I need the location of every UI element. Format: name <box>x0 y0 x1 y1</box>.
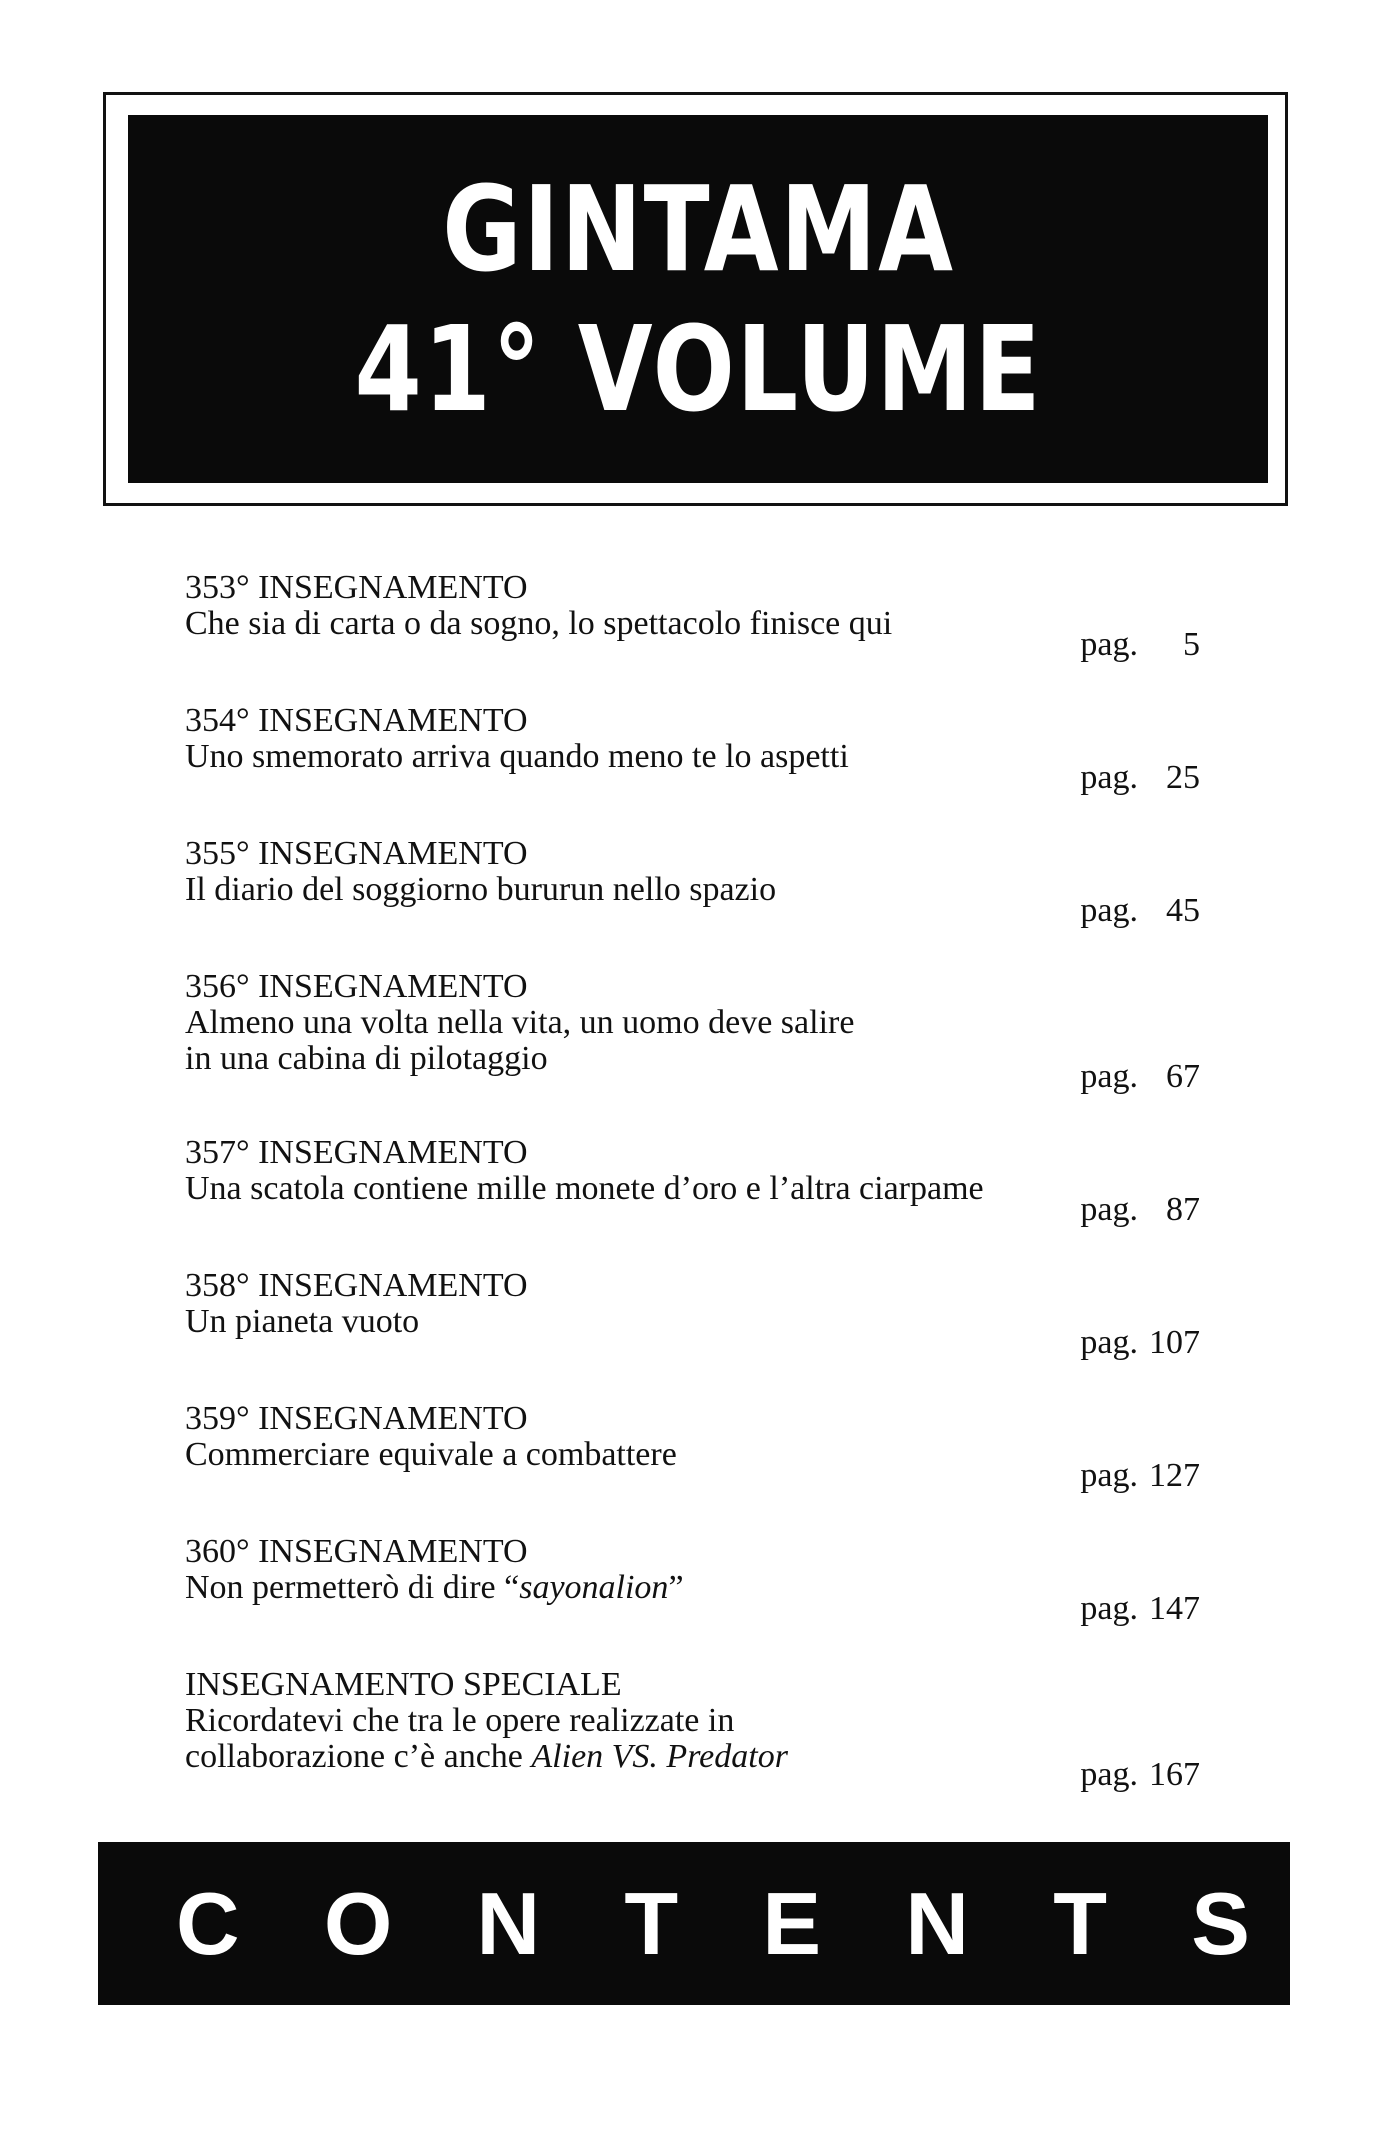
series-title: GINTAMA <box>441 160 955 298</box>
chapter-title-line-2: collaborazione c’è anche Alien VS. Predator <box>185 1738 788 1775</box>
contents-letter: E <box>762 1873 822 1973</box>
chapter-title: Commerciare equivale a combattere <box>185 1436 677 1473</box>
contents-letter: S <box>1191 1873 1250 1973</box>
chapter-heading: 360° INSEGNAMENTO <box>185 1533 528 1570</box>
contents-letter: C <box>176 1873 240 1973</box>
chapter-title: Che sia di carta o da sogno, lo spettacolo finisce qui <box>185 605 893 642</box>
chapter-title: Il diario del soggiorno bururun nello spazio <box>185 871 777 908</box>
chapter-heading: 353° INSEGNAMENTO <box>185 569 528 606</box>
chapter-heading: INSEGNAMENTO SPECIALE <box>185 1666 622 1703</box>
volume-number: 41° VOLUME <box>354 300 1042 438</box>
page-ref: pag. 25 <box>1080 759 1200 796</box>
chapter-heading: 354° INSEGNAMENTO <box>185 702 528 739</box>
toc-entry[interactable] <box>185 1667 1200 1793</box>
toc-entry[interactable] <box>185 836 1200 929</box>
title-banner <box>128 115 1268 483</box>
chapter-title: Uno smemorato arriva quando meno te lo aspetti <box>185 738 849 775</box>
page-ref: pag. 167 <box>1080 1756 1200 1793</box>
contents-letter: T <box>1053 1873 1107 1973</box>
toc-entry[interactable] <box>185 1534 1200 1627</box>
page-ref: pag. 67 <box>1080 1058 1200 1095</box>
toc-entry[interactable] <box>185 1268 1200 1361</box>
chapter-title: Una scatola contiene mille monete d’oro e l’altra ciarpame <box>185 1170 984 1207</box>
contents-banner <box>98 1842 1290 2005</box>
chapter-heading: 356° INSEGNAMENTO <box>185 968 528 1005</box>
contents-letter: T <box>624 1873 679 1973</box>
table-of-contents <box>185 570 1200 1793</box>
chapter-title: Non permetterò di dire “sayonalion” <box>185 1569 684 1606</box>
chapter-heading: 358° INSEGNAMENTO <box>185 1267 528 1304</box>
chapter-title-line-1: Almeno una volta nella vita, un uomo deve salire <box>185 1004 855 1041</box>
toc-entry[interactable] <box>185 969 1200 1095</box>
page-ref: pag. 45 <box>1080 892 1200 929</box>
chapter-title-line-2: in una cabina di pilotaggio <box>185 1040 548 1077</box>
contents-letter: O <box>323 1873 393 1973</box>
toc-entry[interactable] <box>185 570 1200 663</box>
toc-entry[interactable] <box>185 1401 1200 1494</box>
chapter-heading: 355° INSEGNAMENTO <box>185 835 528 872</box>
chapter-title-line-1: Ricordatevi che tra le opere realizzate in <box>185 1702 735 1739</box>
contents-letter: N <box>476 1873 541 1973</box>
toc-entry[interactable] <box>185 1135 1200 1228</box>
chapter-title: Un pianeta vuoto <box>185 1303 420 1340</box>
page-ref: pag. 87 <box>1080 1191 1200 1228</box>
toc-entry[interactable] <box>185 703 1200 796</box>
page-ref: pag. 127 <box>1080 1457 1200 1494</box>
page-ref: pag. 5 <box>1080 626 1200 663</box>
contents-letter: N <box>905 1873 969 1973</box>
page-ref: pag. 147 <box>1080 1590 1200 1627</box>
chapter-heading: 357° INSEGNAMENTO <box>185 1134 528 1171</box>
chapter-heading: 359° INSEGNAMENTO <box>185 1400 528 1437</box>
page-ref: pag. 107 <box>1080 1324 1200 1361</box>
